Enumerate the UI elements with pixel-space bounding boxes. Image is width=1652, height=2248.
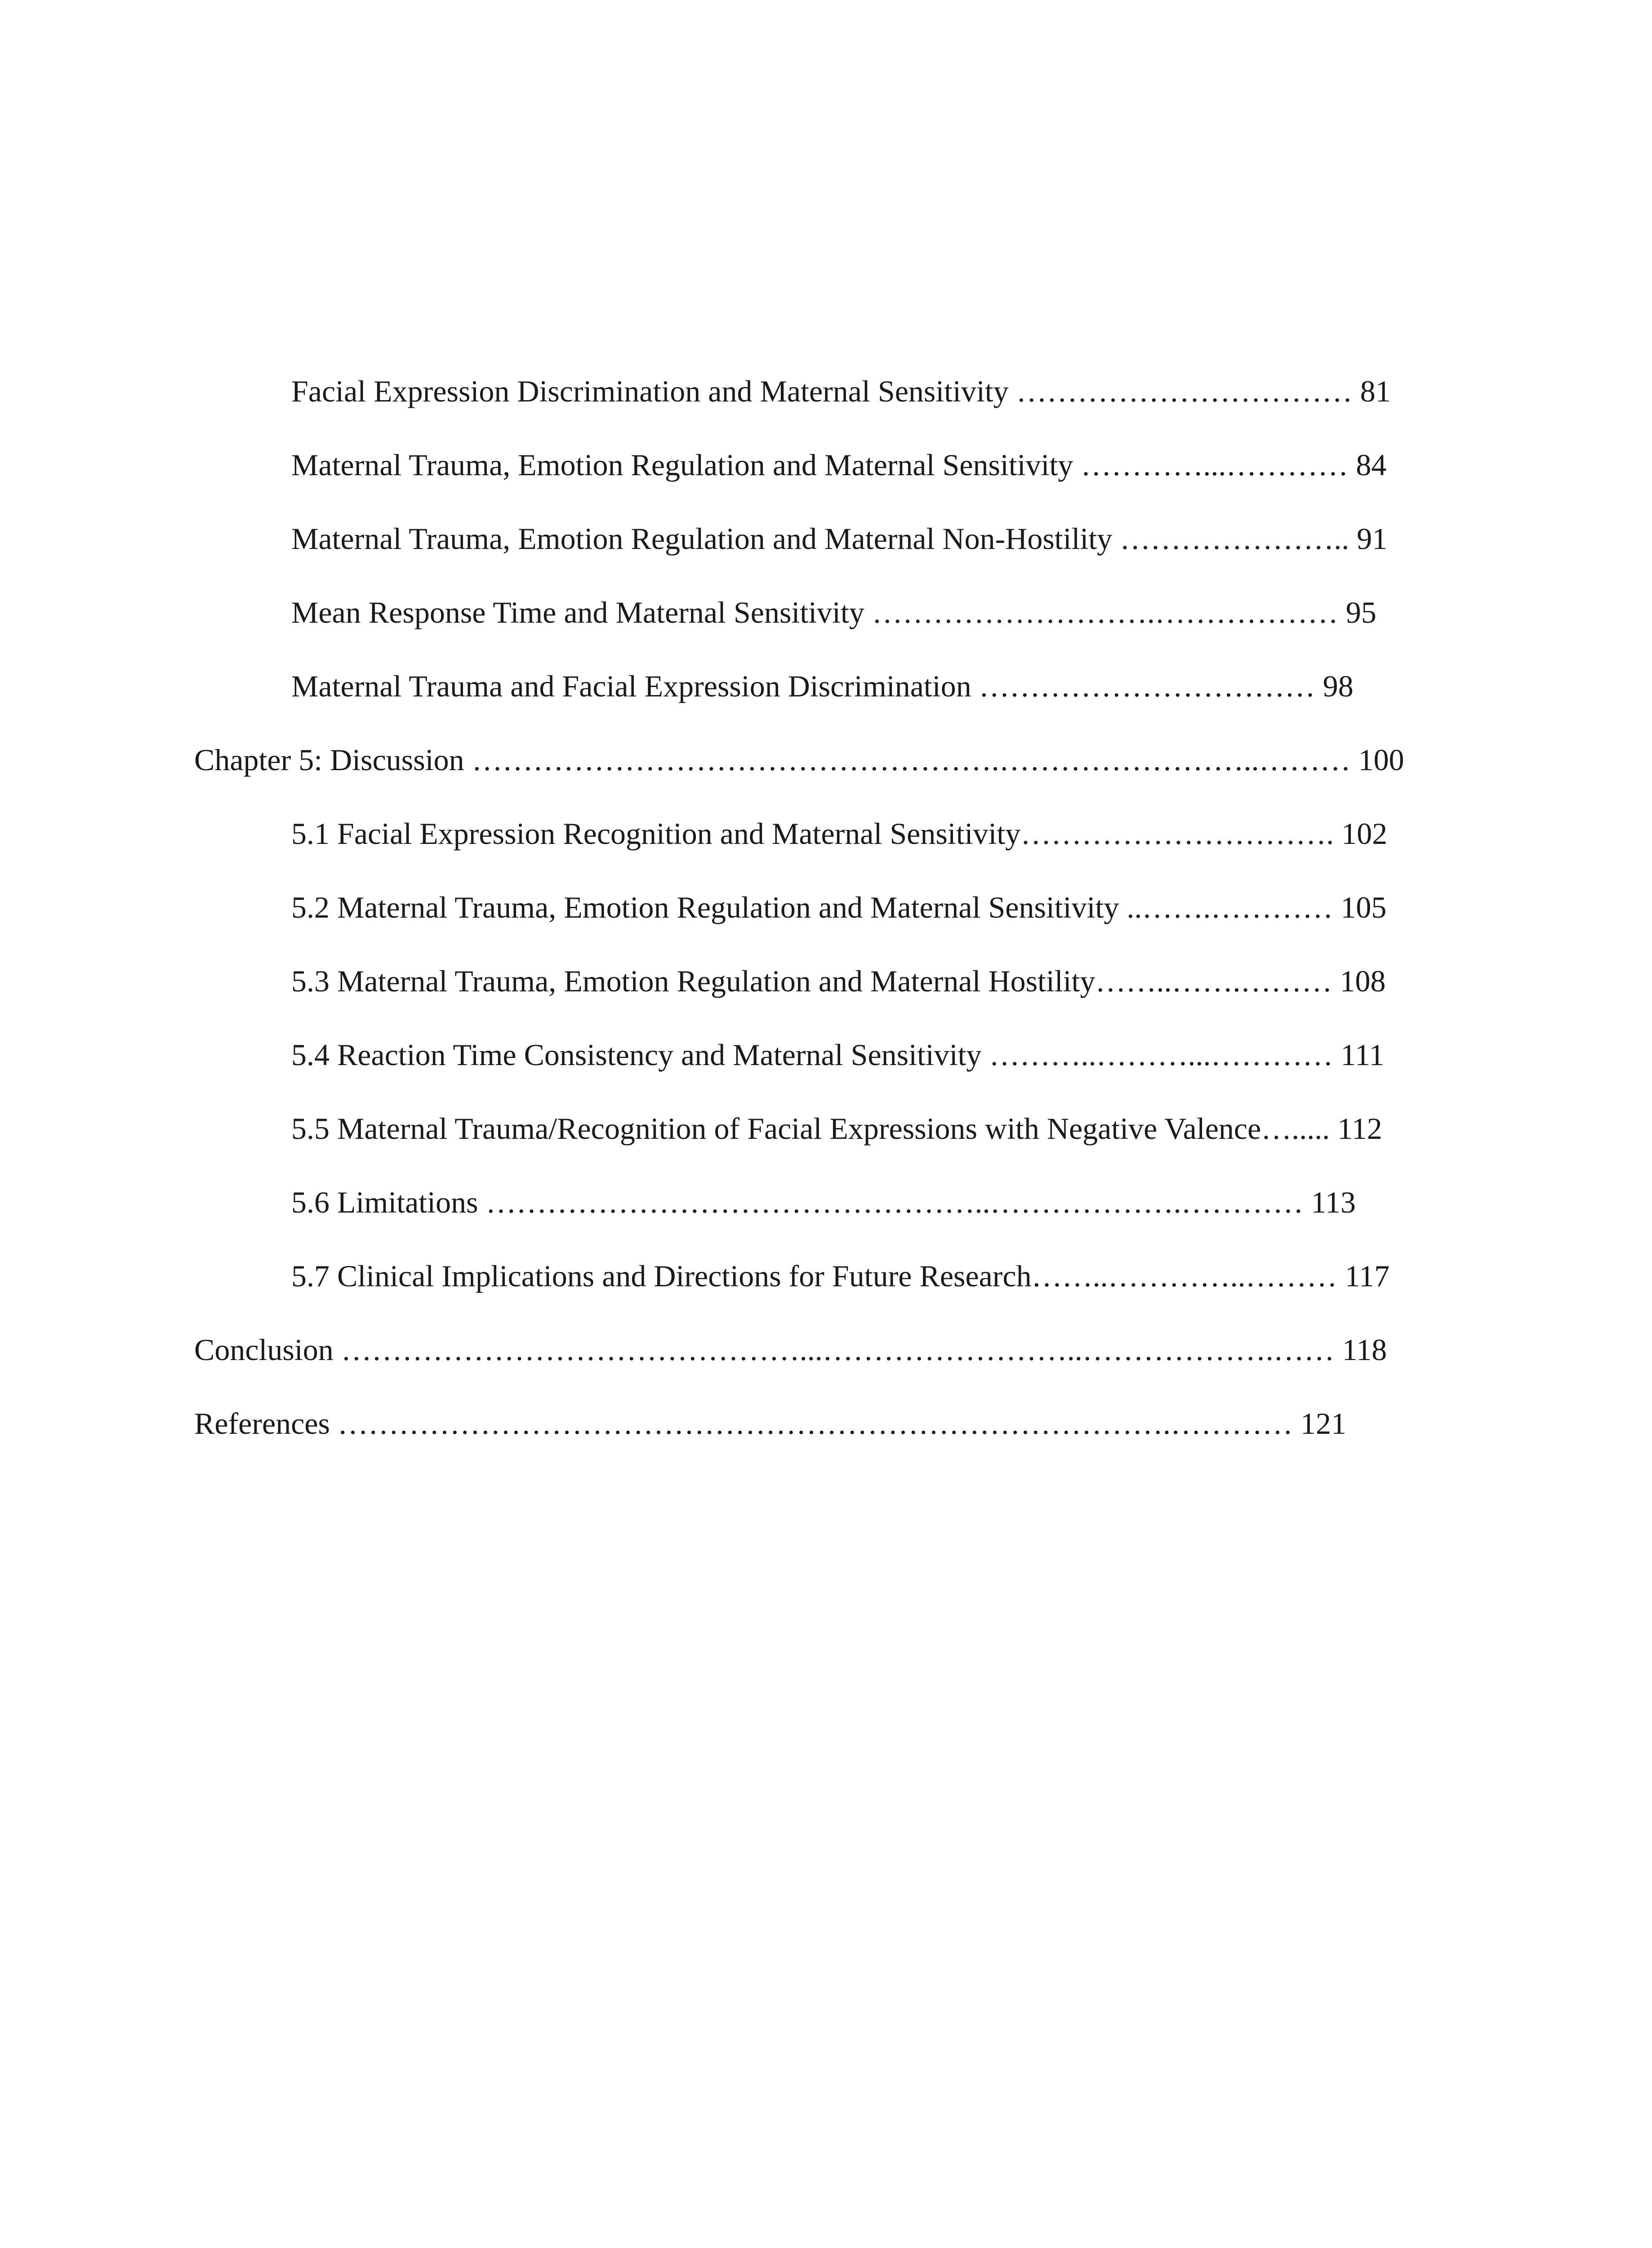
toc-chapter-entry bbox=[0, 733, 1652, 787]
toc-entry bbox=[0, 1249, 1652, 1303]
toc-entry-text: 5.4 Reaction Time Consistency and Maternal Sensitivity ………..………...………… 111 bbox=[291, 1038, 1385, 1072]
toc-entry-text: Mean Response Time and Maternal Sensitivity ……………………….……………… 95 bbox=[291, 595, 1376, 629]
toc-entry bbox=[0, 438, 1652, 492]
toc-entry-text: Chapter 5: Discussion …………………………………………….……………………..……… 100 bbox=[194, 743, 1404, 777]
toc-chapter-entry bbox=[0, 1323, 1652, 1377]
toc-entry bbox=[0, 1028, 1652, 1082]
toc-entry bbox=[0, 1175, 1652, 1229]
toc-entry-text: Conclusion ………………………………………...……………………..……………….…… 118 bbox=[194, 1333, 1387, 1367]
toc-entry bbox=[0, 659, 1652, 713]
toc-entry-text: 5.7 Clinical Implications and Directions for Future Research……..…………..……… 117 bbox=[291, 1259, 1390, 1293]
toc-entry bbox=[0, 880, 1652, 934]
toc-entry-text: 5.5 Maternal Trauma/Recognition of Facial Expressions with Negative Valence…..... 112 bbox=[291, 1111, 1382, 1146]
toc-entry-text: Maternal Trauma and Facial Expression Discrimination …………………………… 98 bbox=[291, 669, 1354, 703]
toc-entry bbox=[0, 364, 1652, 418]
toc-entry bbox=[0, 954, 1652, 1008]
toc-entry bbox=[0, 512, 1652, 566]
toc-entry-text: 5.6 Limitations …………………………………………..……………….………… 113 bbox=[291, 1185, 1356, 1219]
toc-entry-text: 5.2 Maternal Trauma, Emotion Regulation and Maternal Sensitivity ..…….………… 105 bbox=[291, 890, 1387, 924]
toc-entry-text: Maternal Trauma, Emotion Regulation and Maternal Sensitivity …………...………… 84 bbox=[291, 448, 1387, 482]
toc-chapter-entry bbox=[0, 1396, 1652, 1450]
toc-entry bbox=[0, 585, 1652, 639]
toc-entry-text: References ……………………………………………………………………….………… 121 bbox=[194, 1406, 1347, 1441]
toc-entry-text: Maternal Trauma, Emotion Regulation and Maternal Non-Hostility ………………….. 91 bbox=[291, 522, 1388, 556]
toc-entry bbox=[0, 1102, 1652, 1155]
toc-entry-text: Facial Expression Discrimination and Maternal Sensitivity …………………………… 81 bbox=[291, 374, 1391, 408]
toc-entry-text: 5.1 Facial Expression Recognition and Maternal Sensitivity…………………………. 102 bbox=[291, 816, 1388, 851]
toc-entry bbox=[0, 807, 1652, 861]
toc-entry-text: 5.3 Maternal Trauma, Emotion Regulation and Maternal Hostility……..…….……… 108 bbox=[291, 964, 1386, 998]
